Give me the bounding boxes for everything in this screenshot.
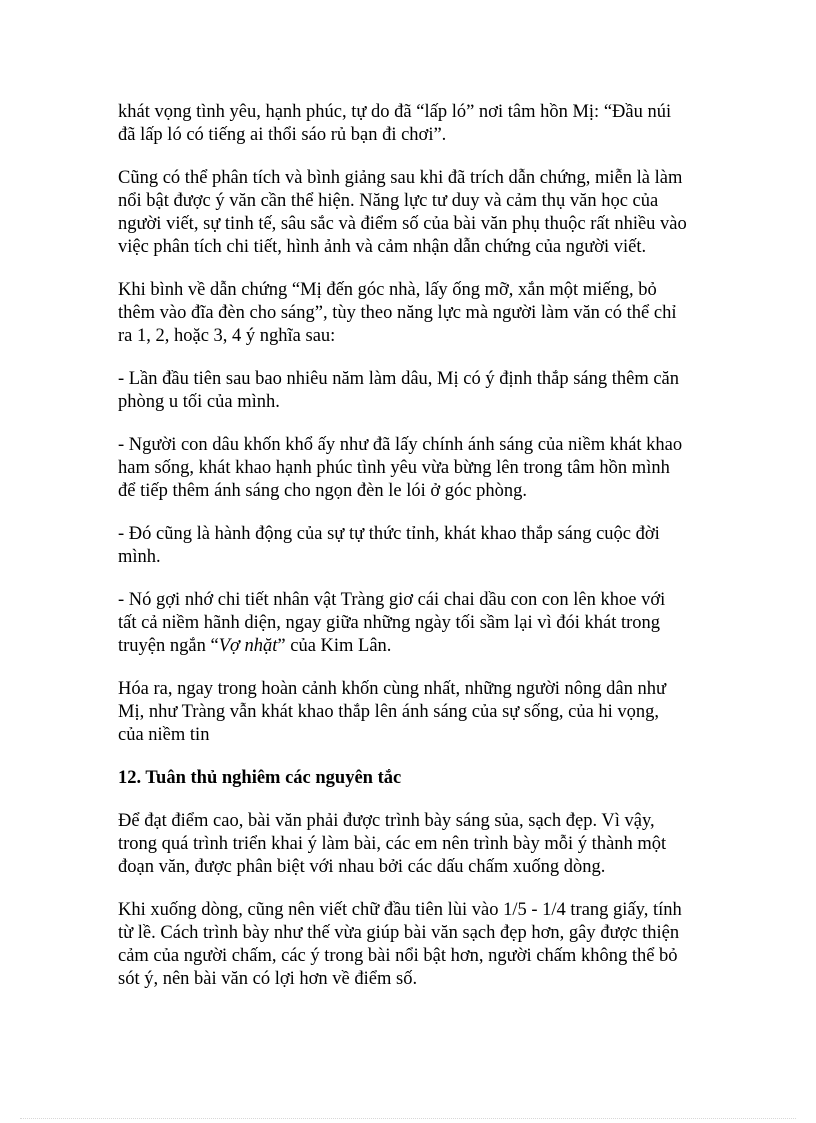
paragraph-point-1: [118, 368, 708, 414]
text-line: - Lần đầu tiên sau bao nhiêu năm làm dâu, Mị có ý định thắp sáng thêm căn: [118, 369, 680, 389]
paragraph-indentation: [118, 899, 708, 991]
text-line: nổi bật được ý văn cần thể hiện. Năng lực tư duy và cảm thụ văn học của: [118, 191, 659, 211]
text-line: để tiếp thêm ánh sáng cho ngọn đèn le lói ở góc phòng.: [118, 481, 527, 501]
text-line: Cũng có thể phân tích và bình giảng sau khi đã trích dẫn chứng, miễn là làm: [118, 168, 683, 188]
text-line: phòng u tối của mình.: [118, 392, 280, 412]
text-line: trong quá trình triển khai ý làm bài, các em nên trình bày mỗi ý thành một: [118, 834, 667, 854]
text-line: đoạn văn, được phân biệt với nhau bởi các dấu chấm xuống dòng.: [118, 857, 606, 877]
text-line: Để đạt điểm cao, bài văn phải được trình bày sáng sủa, sạch đẹp. Vì vậy,: [118, 811, 655, 831]
text-segment: ” của Kim Lân.: [277, 636, 392, 656]
text-line-with-title: [118, 635, 708, 658]
text-line: ra 1, 2, hoặc 3, 4 ý nghĩa sau:: [118, 326, 336, 346]
text-line: của niềm tin: [118, 725, 210, 745]
page-bottom-divider: [20, 1118, 796, 1119]
text-line: mình.: [118, 547, 161, 567]
text-line: Khi bình về dẫn chứng “Mị đến góc nhà, lấy ống mỡ, xắn một miếng, bỏ: [118, 280, 657, 300]
text-line: cảm của người chấm, các ý trong bài nổi bật hơn, người chấm không thể bỏ: [118, 946, 678, 966]
paragraph-evidence: [118, 279, 708, 348]
text-line: sót ý, nên bài văn có lợi hơn về điểm số.: [118, 969, 418, 989]
paragraph-analysis: [118, 167, 708, 259]
text-line: khát vọng tình yêu, hạnh phúc, tự do đã “lấp ló” nơi tâm hồn Mị: “Đầu núi: [118, 102, 672, 122]
text-line: Khi xuống dòng, cũng nên viết chữ đầu tiên lùi vào 1/5 - 1/4 trang giấy, tính: [118, 900, 682, 920]
work-title: Vợ nhặt: [218, 636, 278, 656]
paragraph-longing: [118, 101, 708, 147]
text-segment: truyện ngắn “: [118, 636, 219, 656]
text-line: Mị, như Tràng vẫn khát khao thắp lên ánh sáng của sự sống, của hi vọng,: [118, 702, 660, 722]
document-body: [118, 101, 708, 1011]
paragraph-conclusion: [118, 678, 708, 747]
text-line: người viết, sự tinh tế, sâu sắc và điểm số của bài văn phụ thuộc rất nhiều vào: [118, 214, 687, 234]
paragraph-point-4: [118, 589, 708, 658]
text-line: tất cả niềm hãnh diện, ngay giữa những ngày tối sầm lại vì đói khát trong: [118, 613, 661, 633]
text-line: Hóa ra, ngay trong hoàn cảnh khốn cùng nhất, những người nông dân như: [118, 679, 666, 699]
text-line: - Nó gợi nhớ chi tiết nhân vật Tràng giơ cái chai dầu con con lên khoe với: [118, 590, 666, 610]
section-heading: 12. Tuân thủ nghiêm các nguyên tắc: [118, 768, 402, 788]
text-line: thêm vào đĩa đèn cho sáng”, tùy theo năng lực mà người làm văn có thể chỉ: [118, 303, 677, 323]
text-line: - Đó cũng là hành động của sự tự thức tỉnh, khát khao thắp sáng cuộc đời: [118, 524, 660, 544]
paragraph-point-2: [118, 434, 708, 503]
text-line: từ lề. Cách trình bày như thế vừa giúp bài văn sạch đẹp hơn, gây được thiện: [118, 923, 680, 943]
paragraph-point-3: [118, 523, 708, 569]
text-line: - Người con dâu khốn khổ ấy như đã lấy chính ánh sáng của niềm khát khao: [118, 435, 683, 455]
text-line: ham sống, khát khao hạnh phúc tình yêu vừa bừng lên trong tâm hồn mình: [118, 458, 670, 478]
text-line: đã lấp ló có tiếng ai thổi sáo rủ bạn đi chơi”.: [118, 125, 447, 145]
text-line: việc phân tích chi tiết, hình ảnh và cảm nhận dẫn chứng của người viết.: [118, 237, 647, 257]
paragraph-presentation: [118, 810, 708, 879]
